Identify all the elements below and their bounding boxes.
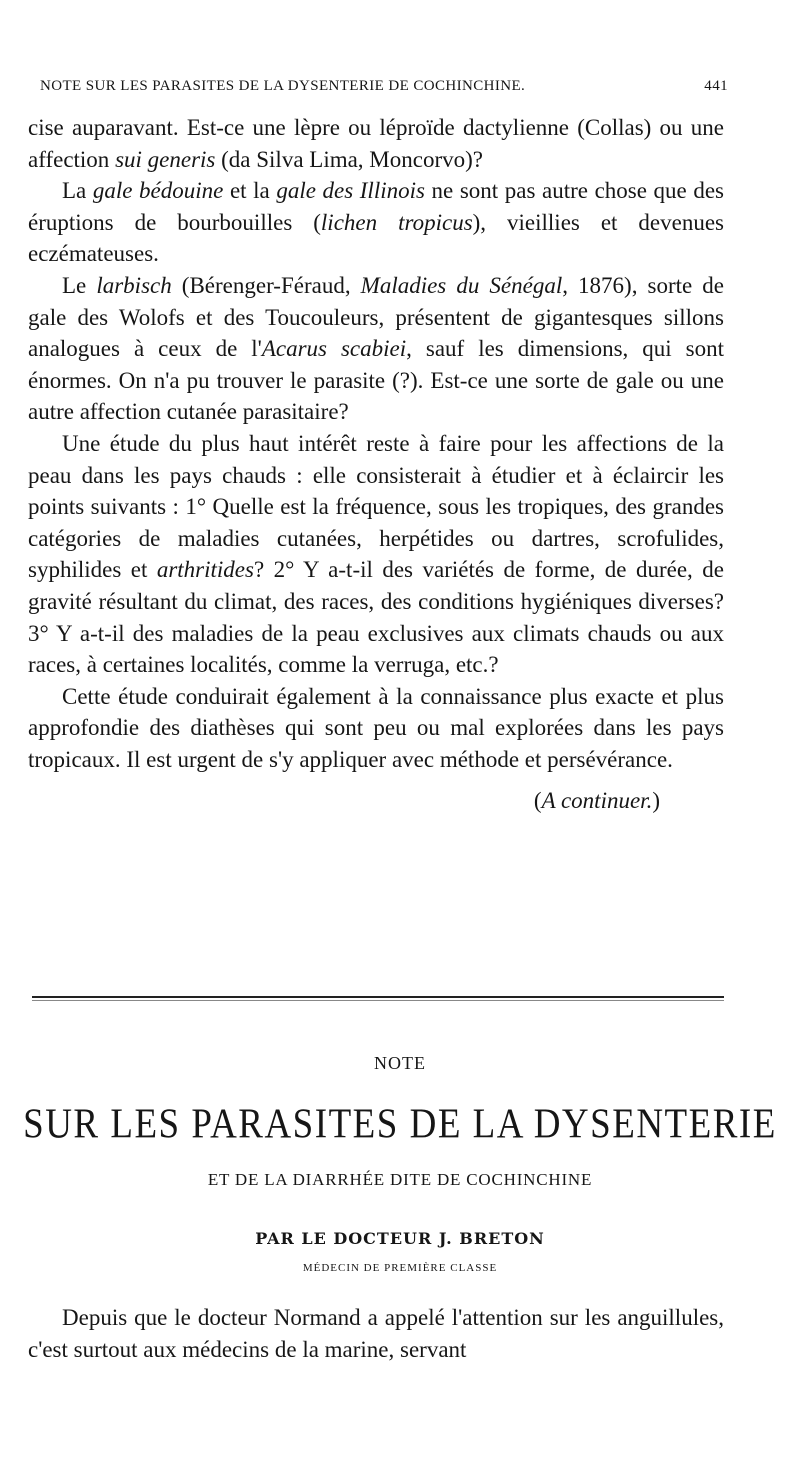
previous-article-text — [28, 112, 724, 817]
italic-run: arthritides — [156, 557, 254, 583]
paragraph-1 — [28, 112, 724, 175]
text-run: (Bérenger-Féraud, — [171, 272, 361, 298]
italic-run: Maladies du Sénégal — [360, 272, 563, 298]
paragraph-2 — [28, 175, 724, 270]
text-run: Une étude du plus haut intérêt reste à faire pour les affections de la peau dans les pays chauds : elle consisterait à étudier et à éclaircir les points suivants : 1° Quelle est la fréquence, sous les tropiques, des grandes catégories de maladies cutanées, herpétides ou dartres, scrofulides, syphilides et — [28, 430, 724, 583]
article-author: PAR LE DOCTEUR J. BRETON — [255, 1229, 545, 1248]
text-run: Le — [62, 272, 97, 298]
text-run: ), vieillies et devenues eczémateuses. — [28, 209, 724, 267]
article-title: SUR LES PARASITES DE LA DYSENTERIE — [23, 1100, 777, 1149]
running-head — [40, 78, 728, 95]
text-run: (da Silva Lima, Moncorvo)? — [215, 146, 483, 172]
italic-run: lichen tropicus — [320, 209, 473, 235]
continued-note — [28, 775, 724, 817]
paragraph-3 — [28, 270, 724, 428]
italic-run: gale des Illinois — [276, 178, 425, 204]
text-run: et la — [223, 178, 277, 204]
running-title: NOTE SUR LES PARASITES DE LA DYSENTERIE DE COCHINCHINE. — [40, 78, 526, 94]
continued-label: A continuer. — [541, 788, 653, 814]
text-run: cise auparavant. Est-ce une lèpre ou léproïde dactylienne (Collas) ou une affection — [28, 115, 724, 172]
text-run: La — [62, 178, 93, 204]
text-run: , sauf les dimensions, qui sont énormes. On n'a pu trouver le parasite (?). Est-ce une sorte de gale ou une autre affection cutanée parasitaire? — [28, 336, 724, 425]
article-subtitle: ET DE LA DIARRHÉE DITE DE COCHINCHINE — [207, 1170, 593, 1189]
text-run: , 1876), sorte de gale des Wolofs et des Toucouleurs, présentent de gigantesques sillons analogues à ceux de l' — [28, 272, 725, 362]
italic-run: larbisch — [96, 272, 172, 298]
opening-paragraph: Depuis que le docteur Normand a appelé l'attention sur les anguillules, c'est surtout aux médecins de la marine, servant — [28, 1305, 724, 1362]
text-run: ne sont pas autre chose que des éruptions de bourbouilles ( — [28, 178, 724, 235]
text-run: ? 2° Y a-t-il des variétés de forme, de durée, de gravité résultant du climat, des races, des conditions hygiéniques diverses? 3° Y a-t-il des maladies de la peau exclusives aux climats chauds ou aux races, à certaines localités, comme la verruga, etc.? — [28, 557, 724, 678]
article-label: NOTE — [374, 1053, 426, 1073]
section-divider — [32, 996, 724, 998]
paren-close: ) — [652, 788, 660, 814]
author-role: MÉDECIN DE PREMIÈRE CLASSE — [302, 1262, 498, 1274]
paren-open: ( — [533, 788, 542, 814]
page-number: 441 — [704, 78, 728, 94]
italic-run: gale bédouine — [92, 178, 224, 204]
new-article-text — [28, 1302, 724, 1366]
section-divider-thin — [32, 1000, 724, 1001]
italic-run: sui generis — [115, 146, 216, 172]
paragraph-4 — [28, 428, 724, 681]
italic-run: Acarus scabiei — [261, 336, 407, 362]
paragraph-5: Cette étude conduirait également à la connaissance plus exacte et plus approfondie des diathèses qui sont peu ou mal explorées dans les pays tropicaux. Il est urgent de s'y appliquer avec méthode et persévérance. — [28, 683, 724, 772]
